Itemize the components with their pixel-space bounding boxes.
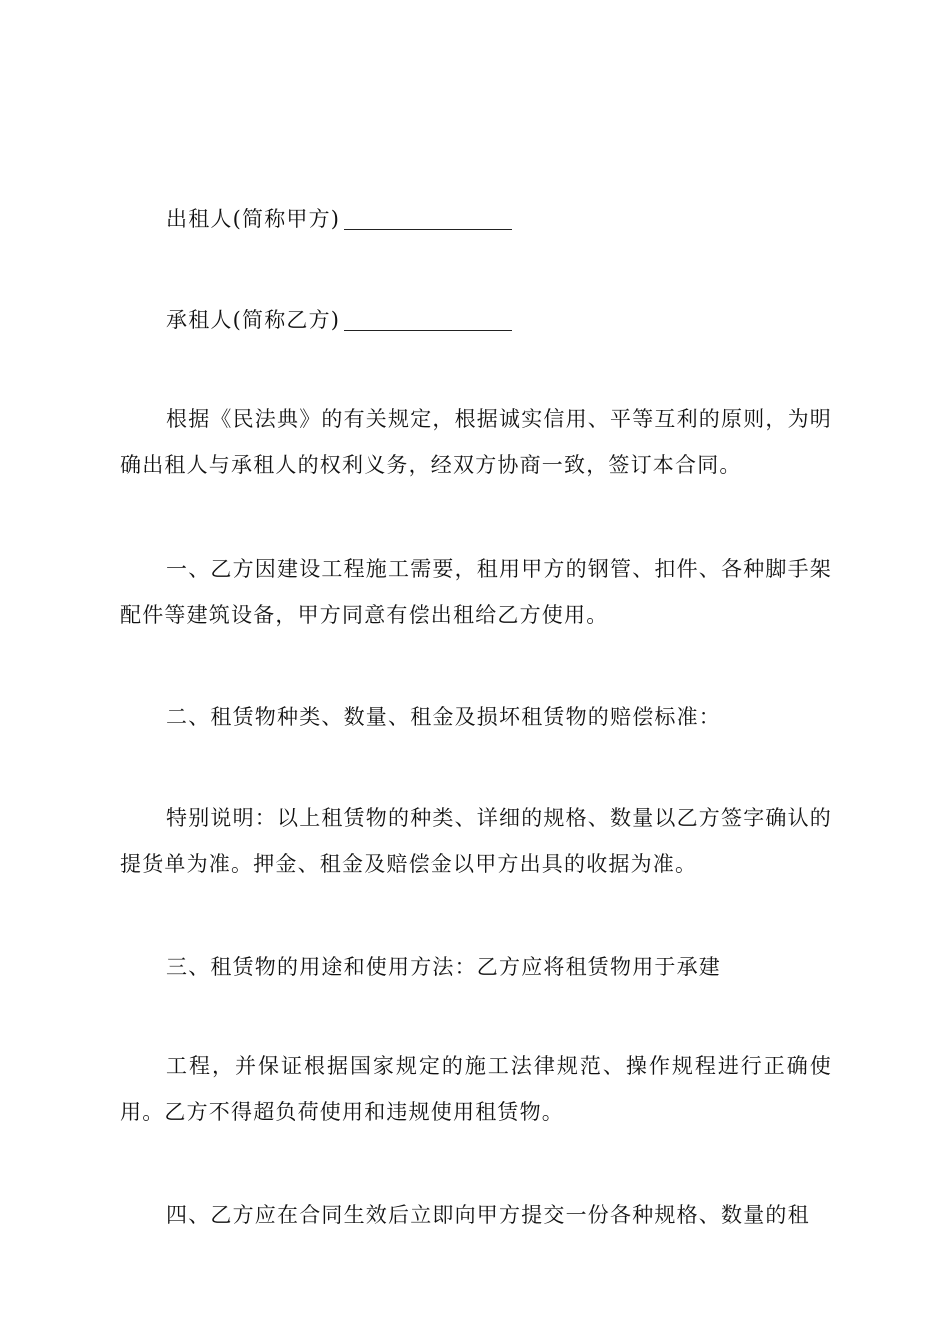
lessee-line [166,305,512,335]
paragraph-clause-4: 四、乙方应在合同生效后立即向甲方提交一份各种规格、数量的租 [166,1203,810,1227]
paragraph-preamble: 根据《民法典》的有关规定，根据诚实信用、平等互利的原则，为明确出租人与承租人的权利义务，经双方协商一致，签订本合同。 [120,407,832,477]
paragraph-clause-2: 二、租赁物种类、数量、租金及损坏租赁物的赔偿标准： [166,705,721,729]
lessor-blank [344,229,512,230]
lessee-blank [344,330,512,331]
paragraph-clause-3-continued: 工程，并保证根据国家规定的施工法律规范、操作规程进行正确使用。乙方不得超负荷使用和违规使用租赁物。 [120,1054,832,1124]
paragraph-clause-1: 一、乙方因建设工程施工需要，租用甲方的钢管、扣件、各种脚手架配件等建筑设备，甲方同意有偿出租给乙方使用。 [120,557,832,627]
paragraph-clause-3: 三、租赁物的用途和使用方法：乙方应将租赁物用于承建 [166,955,721,979]
paragraph-special-note: 特别说明：以上租赁物的种类、详细的规格、数量以乙方签字确认的提货单为准。押金、租金及赔偿金以甲方出具的收据为准。 [120,806,832,876]
lessor-label: 出租人(简称甲方) [166,207,341,231]
lessee-label: 承租人(简称乙方) [166,308,341,332]
lessor-line [166,204,512,234]
